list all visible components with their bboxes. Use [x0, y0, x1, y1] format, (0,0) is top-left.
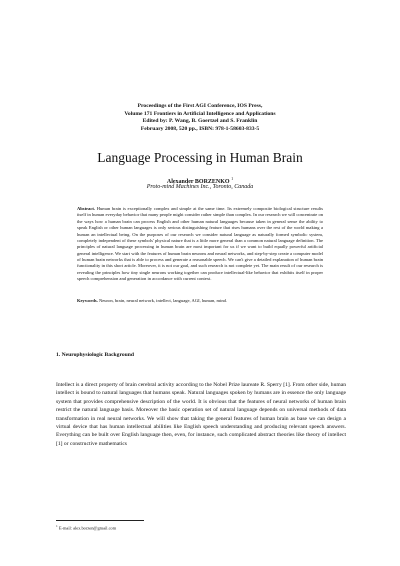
- proceedings-header: [40, 103, 360, 133]
- footnote: [56, 523, 116, 531]
- proceedings-line: Volume 171 Frontiers in Artificial Intelligence and Applications: [124, 110, 276, 117]
- author-name: Alexander BORZENKO: [166, 179, 230, 185]
- proceedings-line: Proceedings of the First AGI Conference, IOS Press,: [137, 103, 263, 109]
- abstract-text: Human brain is exceptionally complex and simple at the same time. Its extremely composite biological structure results itself in human everyday behavior that many people might consider rather simple than complex. In our research we will concentrate on the ways how a human brain can process English and other human natural languages because taken in general sense the ability to speak English or other human languages is only serious distinguishing feature that rises humans over the rest of the world making a human an intellectual being. On the purposes of our research we consider natural language as naturally formed symbolic system, completely independent of these symbols' physical nature that is a little more general than a common natural language definition. The principles of natural language processing in human brain are most important for us if we want to build equally powerful artificial general intelligence. We start with the features of human brain neurons and neural networks, and step-by-step create a computer model of human brain networks that is able to process and generate a reasonable speech. We can't give a detailed explanation of human brain functionality in this short article. Moreover, it is not our goal, and such research is not complete yet. The main result of our research is revealing the principles how tiny single neurons working together can produce intellectual-like behavior that exhibits itself in proper speech comprehension and generation in accordance with current context.: [77, 206, 324, 282]
- footnote-text: E-mail: alex.borzen@gmail.com: [58, 525, 117, 531]
- keywords: [77, 298, 323, 304]
- section-heading: 1. Neurophysiologic Background: [56, 352, 134, 358]
- footnote-mark: 1: [56, 524, 58, 528]
- proceedings-line: Edited by: P. Wang, B. Goertzel and S. Franklin: [142, 118, 258, 124]
- author-affiliation: Proto-mind Machines Inc., Toronto, Canada: [146, 184, 254, 190]
- author-footnote-mark: 1: [231, 176, 234, 181]
- abstract: [77, 206, 323, 283]
- keywords-text: Neuron, brain, neural network, intellect, language, AGI, human, mind.: [98, 298, 228, 303]
- abstract-label: Abstract.: [77, 206, 96, 211]
- section-body: Intellect is a direct property of brain cerebral activity according to the Nobel Prize laureate R. Sperry [1]. From other side, human intellect is bound to natural languages that humans speak. Natural languages spoken by humans are in essence the only language system that provides comprehensive description of the world. It is obvious that the features of neural networks of human brain restrict the natural language basis. Moreover the basic operation set of natural language depends on universal methods of data transformation in real neural networks. We will show that taking the general features of human brain as base we can design a virtual device that has human intellectual abilities like English speech understanding and producing relevant speech answers. Everything can be built over English language then, even, for instance, such complicated abstract theories like theory of intellect [1] or constructive mathematics: [56, 382, 346, 447]
- footnote-divider: [56, 520, 144, 521]
- paper-title: Language Processing in Human Brain: [97, 150, 303, 165]
- keywords-label: Keywords.: [77, 298, 98, 303]
- proceedings-line: February 2008, 520 pp., ISBN: 978-1-58603-833-5: [140, 125, 260, 132]
